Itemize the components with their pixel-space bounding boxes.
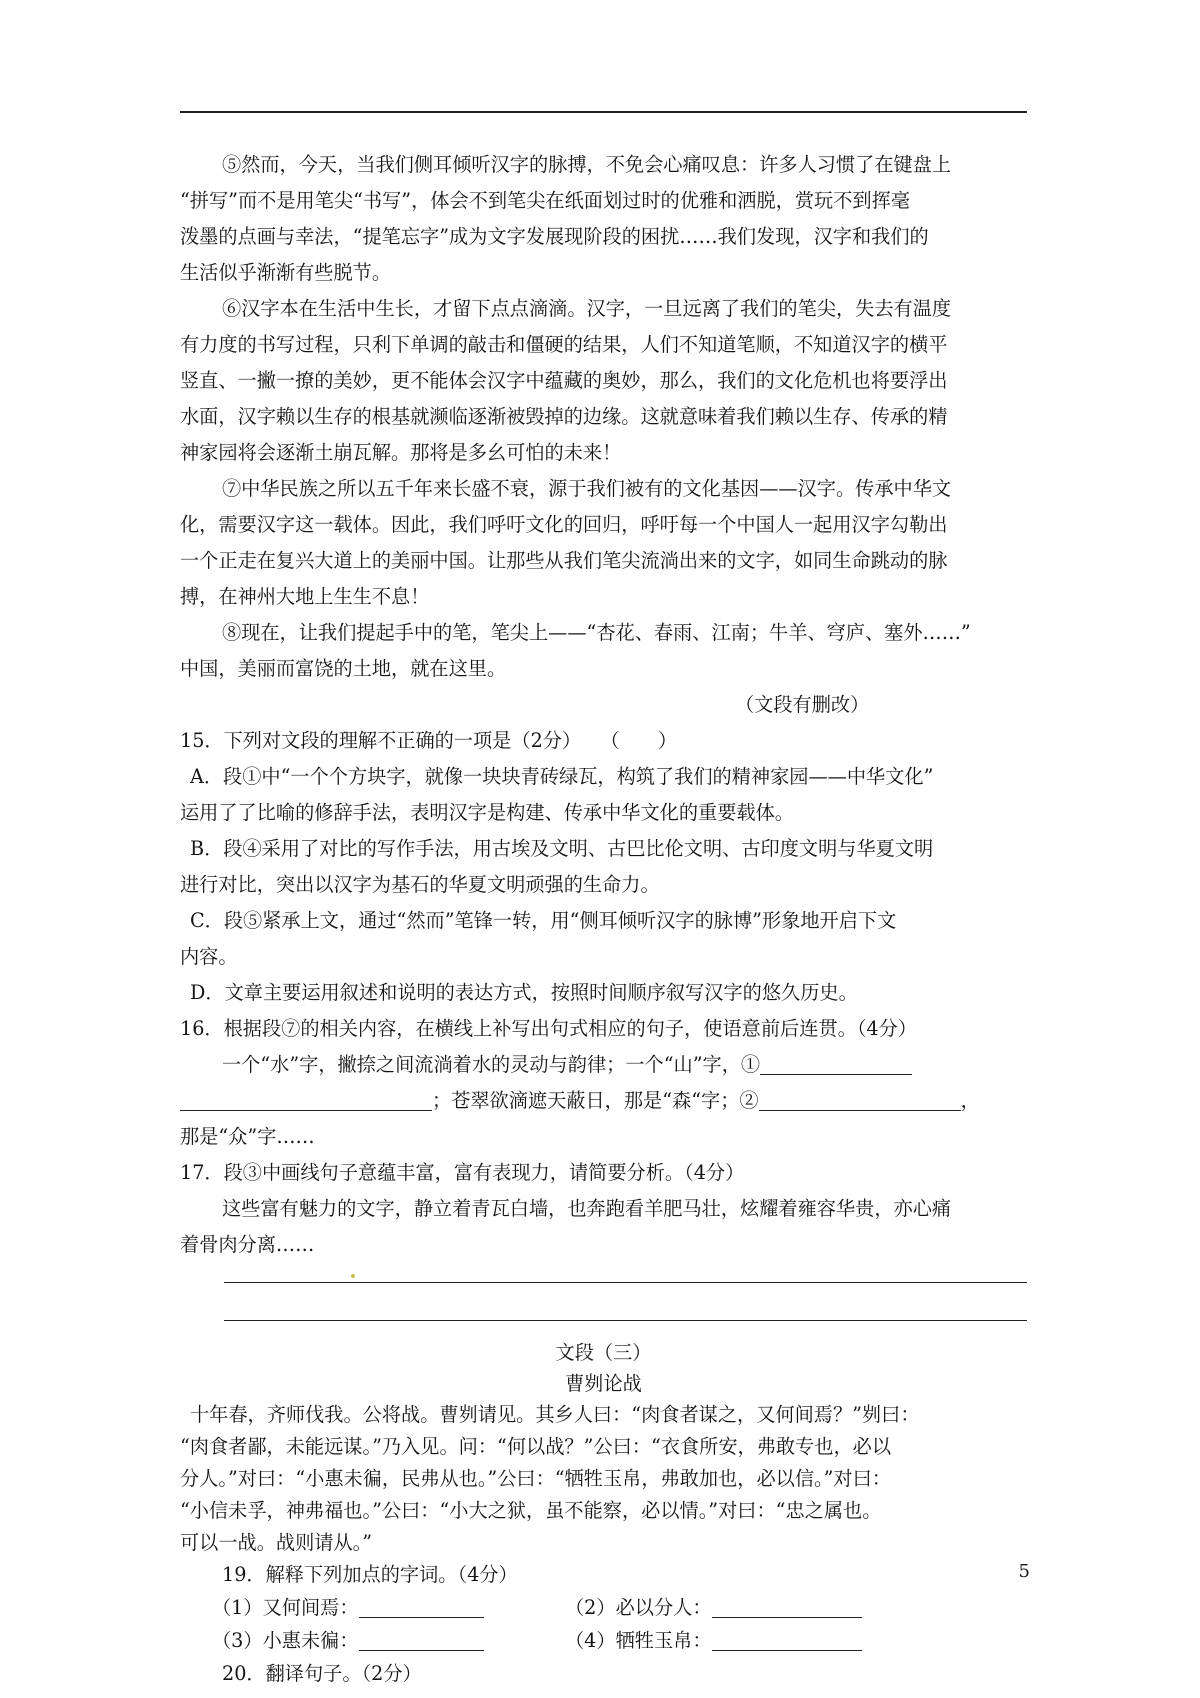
paragraph-6-line-2: 有力度的书写过程，只利下单调的敲击和僵硬的结果，人们不知道笔顺，不知道汉字的横平: [180, 333, 948, 356]
q17-quote-line-2: 着骨肉分离……: [180, 1233, 315, 1256]
source-note: （文段有删改）: [735, 693, 870, 716]
paragraph-6-line-1: ⑥汉字本在生活中生长，才留下点点滴滴。汉字，一旦远离了我们的笔尖，失去有温度: [222, 297, 952, 320]
q17-answer-line-1[interactable]: [224, 1282, 1027, 1283]
q15-option-d: D．文章主要运用叙述和说明的表达方式，按照时间顺序叙写汉字的悠久历史。: [190, 981, 858, 1004]
paragraph-8-line-1: ⑧现在，让我们提起手中的笔，笔尖上——“杏花、春雨、江南；牛羊、穹庐、塞外……”: [222, 621, 971, 644]
q16-line-2-text: ；苍翠欲滴遮天蔽日，那是“森“字；②: [432, 1089, 759, 1112]
header-rule: [180, 111, 1027, 113]
q19-item-3: [212, 1626, 512, 1656]
paragraph-7-line-1: ⑦中华民族之所以五千年来长盛不衰，源于我们被有的文化基因——汉字。传承中华文: [222, 477, 952, 500]
paragraph-6-line-5: 神家园将会逐渐土崩瓦解。那将是多幺可怕的未来！: [180, 441, 622, 464]
q15-option-b-line-1: B．段④采用了对比的写作手法，用古埃及文明、古巴比伦文明、古印度文明与华夏文明: [190, 837, 934, 860]
section-3-text-line-5: 可以一战。战则请从。”: [180, 1531, 373, 1554]
section-3-text-line-1: 十年春，齐师伐我。公将战。曹刿请见。其乡人曰：“肉食者谋之，又何间焉？”刿曰：: [190, 1403, 920, 1426]
page-number: 5: [1018, 1561, 1030, 1582]
q19-item-4-label: （4）牺牲玉帛：: [565, 1629, 712, 1652]
q19-item-1-label: （1）又何间焉：: [212, 1596, 359, 1619]
paragraph-8-line-2: 中国，美丽而富饶的土地，就在这里。: [180, 657, 507, 680]
q19-blank-2[interactable]: [712, 1595, 862, 1618]
q16-line-3: 那是“众”字……: [180, 1125, 315, 1148]
q15-option-c-line-2: 内容。: [180, 945, 238, 968]
paragraph-5-line-1: ⑤然而，今天，当我们侧耳倾听汉字的脉搏，不免会心痛叹息：许多人习惯了在键盘上: [222, 153, 952, 176]
q19-item-4: [565, 1626, 895, 1656]
question-19-stem: 19．解释下列加点的字词。（4分）: [222, 1563, 518, 1586]
paragraph-5-line-3: 泼墨的点画与幸法，“提笔忘字”成为文字发展现阶段的困扰……我们发现，汉字和我们的: [180, 225, 929, 248]
paragraph-5-line-4: 生活似乎渐渐有些脱节。: [180, 261, 392, 284]
answer-blank-2[interactable]: [759, 1088, 961, 1111]
question-15-stem: 15．下列对文段的理解不正确的一项是（2分） （ ）: [180, 729, 678, 752]
q19-item-2-label: （2）必以分人：: [565, 1596, 712, 1619]
q19-item-3-label: （3）小惠未徧：: [212, 1629, 359, 1652]
q15-option-a-line-2: 运用了了比喻的修辞手法，表明汉字是构建、传承中华文化的重要载体。: [180, 801, 794, 824]
q19-blank-4[interactable]: [712, 1628, 862, 1651]
paragraph-7-line-2: 化，需要汉字这一载体。因此，我们呼吁文化的回归，呼吁每一个中国人一起用汉字勾勒出: [180, 513, 948, 536]
question-20-stem: 20．翻译句子。（2分）: [222, 1662, 422, 1685]
question-17-stem: 17．段③中画线句子意蕴丰富，富有表现力，请简要分析。（4分）: [180, 1161, 745, 1184]
section-3-text-line-3: 分人。”对曰：“小惠未徧，民弗从也。”公曰：“牺牲玉帛，弗敢加也，必以信。”对曰：: [180, 1467, 891, 1490]
q16-line-2-end: ，: [960, 1089, 980, 1112]
paragraph-7-line-4: 搏，在神州大地上生生不息！: [180, 585, 430, 608]
section-3-title: 曹刿论战: [565, 1372, 642, 1395]
section-3-text-line-4: “小信未孚，神弗福也。”公曰：“小大之狱，虽不能察，必以情。”对曰：“忠之属也。: [180, 1499, 882, 1522]
stray-dot-mark: [351, 1274, 355, 1278]
paragraph-6-line-3: 竖直、一撇一撩的美妙，更不能体会汉字中蕴藏的奥妙，那么，我们的文化危机也将要浮出: [180, 369, 948, 392]
q15-option-c-line-1: C．段⑤紧承上文，通过“然而”笔锋一转，用“侧耳倾听汉字的脉博”形象地开启下文: [190, 909, 897, 932]
section-3-text-line-2: “肉食者鄙，未能远谋。”乃入见。问：“何以战？”公曰：“衣食所安，弗敢专也，必以: [180, 1435, 892, 1458]
q19-blank-3[interactable]: [359, 1628, 484, 1651]
paragraph-6-line-4: 水面，汉字赖以生存的根基就濒临逐渐被毁掉的边缘。这就意味着我们赖以生存、传承的精: [180, 405, 948, 428]
q19-item-2: [565, 1593, 895, 1623]
paragraph-5-line-2: “拼写”而不是用笔尖“书写”，体会不到笔尖在纸面划过时的优雅和洒脱，赏玩不到挥毫: [180, 189, 910, 212]
paragraph-7-line-3: 一个正走在复兴大道上的美丽中国。让那些从我们笔尖流淌出来的文字，如同生命跳动的脉: [180, 549, 948, 572]
q19-item-1: [212, 1593, 512, 1623]
q19-blank-1[interactable]: [359, 1595, 484, 1618]
section-3-heading: 文段（三）: [555, 1341, 652, 1364]
q16-line-1: [222, 1050, 1027, 1080]
q17-quote-line-1: 这些富有魅力的文字，静立着青瓦白墙，也奔跑看羊肥马壮，炫耀着雍容华贵，亦心痛: [222, 1197, 952, 1220]
q15-option-a-line-1: A．段①中“一个个方块字，就像一块块青砖绿瓦，构筑了我们的精神家园——中华文化”: [190, 765, 934, 788]
q16-line-2: [180, 1086, 1027, 1116]
q16-line-1-text: 一个“水”字，撇捺之间流淌着水的灵动与韵律；一个“山”字，①: [222, 1053, 761, 1076]
question-16-stem: 16．根据段⑦的相关内容，在横线上补写出句式相应的句子，使语意前后连贯。（4分）: [180, 1017, 917, 1040]
q17-answer-line-2[interactable]: [224, 1320, 1027, 1321]
q15-option-b-line-2: 进行对比，突出以汉字为基石的华夏文明顽强的生命力。: [180, 873, 660, 896]
answer-blank-1[interactable]: [760, 1052, 912, 1075]
answer-blank-1-continued[interactable]: [180, 1088, 432, 1111]
